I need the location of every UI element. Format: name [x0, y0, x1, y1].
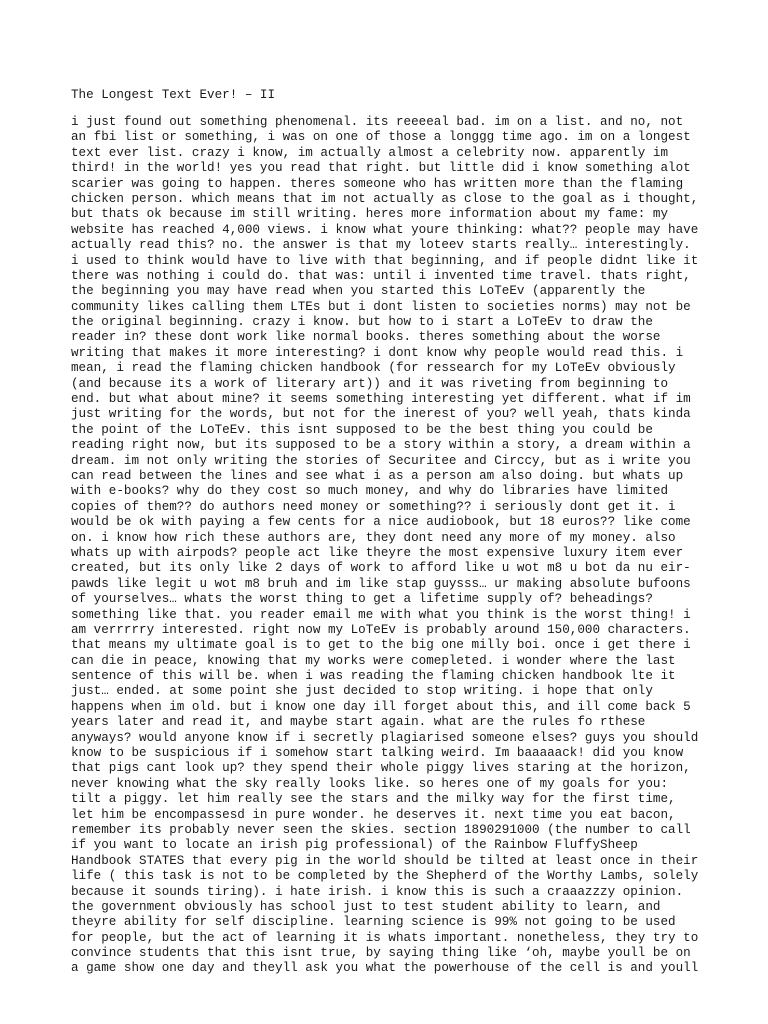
body-line: happens when im old. but i know one day ill forget about this, and ill come back 5 [71, 699, 691, 714]
document-title: The Longest Text Ever! – II [71, 88, 276, 102]
body-line: never knowing what the sky really looks like. so heres one of my goals for you: [71, 776, 669, 791]
body-line: text ever list. crazy i know, im actually almost a celebrity now. apparently im [71, 145, 669, 160]
body-line: copies of them?? do authors need money or something?? i seriously dont get it. i [71, 499, 676, 514]
body-line: reader in? these dont work like normal books. theres something about the worse [71, 330, 661, 345]
body-line: if you want to locate an irish pig professional) of the Rainbow FluffySheep [71, 838, 638, 853]
body-line: life ( this task is not to be completed by the Shepherd of the Worthy Lambs, solely [71, 869, 699, 884]
body-line: end. but what about mine? it seems something interesting yet different. what if im [71, 392, 691, 407]
body-line: Handbook STATES that every pig in the world should be tilted at least once in their [71, 853, 699, 868]
body-line: on. i know how rich these authors are, they dont need any more of my money. also [71, 530, 676, 545]
body-line: something like that. you reader email me with what you think is the worst thing! i [71, 607, 691, 622]
body-line: website has reached 4,000 views. i know what youre thinking: what?? people may have [71, 222, 699, 237]
body-line: scarier was going to happen. theres someone who has written more than the flaming [71, 176, 684, 191]
body-line: convince students that this isnt true, by saying thing like ‘oh, maybe youll be on [71, 946, 691, 961]
body-line: i used to think would have to live with that beginning, and if people didnt like it [71, 253, 699, 268]
body-line: of yourselves… whats the worst thing to get a lifetime supply of? beheadings? [71, 592, 653, 607]
body-line: the point of the LoTeEv. this isnt supposed to be the best thing you could be [71, 422, 653, 437]
body-line: a game show one day and theyll ask you what the powerhouse of the cell is and youll [71, 961, 699, 976]
body-line: for people, but the act of learning it is whats important. nonetheless, they try to [71, 930, 699, 945]
body-line: pawds like legit u wot m8 bruh and im like stap guysss… ur making absolute bufoons [71, 576, 691, 591]
body-line: remember its probably never seen the skies. section 1890291000 (the number to call [71, 822, 691, 837]
body-line: sentence of this will be. when i was reading the flaming chicken handbook lte it [71, 669, 676, 684]
body-line: mean, i read the flaming chicken handbook (for ressearch for my LoTeEv obviously [71, 361, 676, 376]
body-line: just… ended. at some point she just decided to stop writing. i hope that only [71, 684, 653, 699]
body-line: can die in peace, knowing that my works were comepleted. i wonder where the last [71, 653, 676, 668]
body-line: created, but its only like 2 days of work to afford like u wot m8 u bot da nu eir- [71, 561, 691, 576]
body-line: just writing for the words, but not for the inerest of you? well yeah, thats kinda [71, 407, 691, 422]
body-line: reading right now, but its supposed to be a story within a story, a dream within a [71, 438, 691, 453]
body-line: community likes calling them LTEs but i dont listen to societies norms) may not be [71, 299, 691, 314]
body-line: because it sounds tiring). i hate irish. i know this is such a craaazzzy opinion. [71, 884, 684, 899]
body-line: know to be suspicious if i somehow start talking weird. Im baaaaack! did you know [71, 746, 684, 761]
body-line: that means my ultimate goal is to get to the big one milly boi. once i get there i [71, 638, 691, 653]
body-line: the beginning you may have read when you started this LoTeEv (apparently the [71, 284, 646, 299]
body-line: the government obviously has school just to test student ability to learn, and [71, 899, 661, 914]
body-line: writing that makes it more interesting? i dont know why people would read this. i [71, 345, 684, 360]
body-line: third! in the world! yes you read that right. but little did i know something alot [71, 161, 691, 176]
body-line: let him be encompassesd in pure wonder. he deserves it. next time you eat bacon, [71, 807, 676, 822]
body-line: theyre ability for self discipline. learning science is 99% not going to be used [71, 915, 676, 930]
body-line: but thats ok because im still writing. heres more information about my fame: my [71, 207, 669, 222]
body-line: whats up with airpods? people act like theyre the most expensive luxury item ever [71, 545, 684, 560]
document-body [71, 115, 711, 977]
body-line: (and because its a work of literary art)) and it was riveting from beginning to [71, 376, 669, 391]
body-line: that pigs cant look up? they spend their whole piggy lives staring at the horizon, [71, 761, 691, 776]
body-line: there was nothing i could do. that was: until i invented time travel. thats right, [71, 268, 691, 283]
body-line: would be ok with paying a few cents for a nice audiobook, but 18 euros?? like come [71, 515, 691, 530]
body-line: with e-books? why do they cost so much money, and why do libraries have limited [71, 484, 669, 499]
body-line: am verrrrry interested. right now my LoTeEv is probably around 150,000 characters. [71, 622, 691, 637]
body-line: chicken person. which means that im not actually as close to the goal as i thought, [71, 191, 699, 206]
body-line: i just found out something phenomenal. its reeeeal bad. im on a list. and no, not [71, 115, 684, 129]
body-line: actually read this? no. the answer is that my loteev starts really… interestingly. [71, 238, 691, 253]
body-line: an fbi list or something, i was on one of those a longgg time ago. im on a longest [71, 130, 691, 145]
body-line: can read between the lines and see what i as a person am also doing. but whats up [71, 468, 684, 483]
body-line: the original beginning. crazy i know. but how to i start a LoTeEv to draw the [71, 315, 653, 330]
body-line: tilt a piggy. let him really see the stars and the milky way for the first time, [71, 792, 676, 807]
body-line: anyways? would anyone know if i secretly plagiarised someone elses? guys you should [71, 730, 699, 745]
body-line: years later and read it, and maybe start again. what are the rules fo rthese [71, 715, 646, 730]
body-line: dream. im not only writing the stories of Securitee and Circcy, but as i write you [71, 453, 691, 468]
